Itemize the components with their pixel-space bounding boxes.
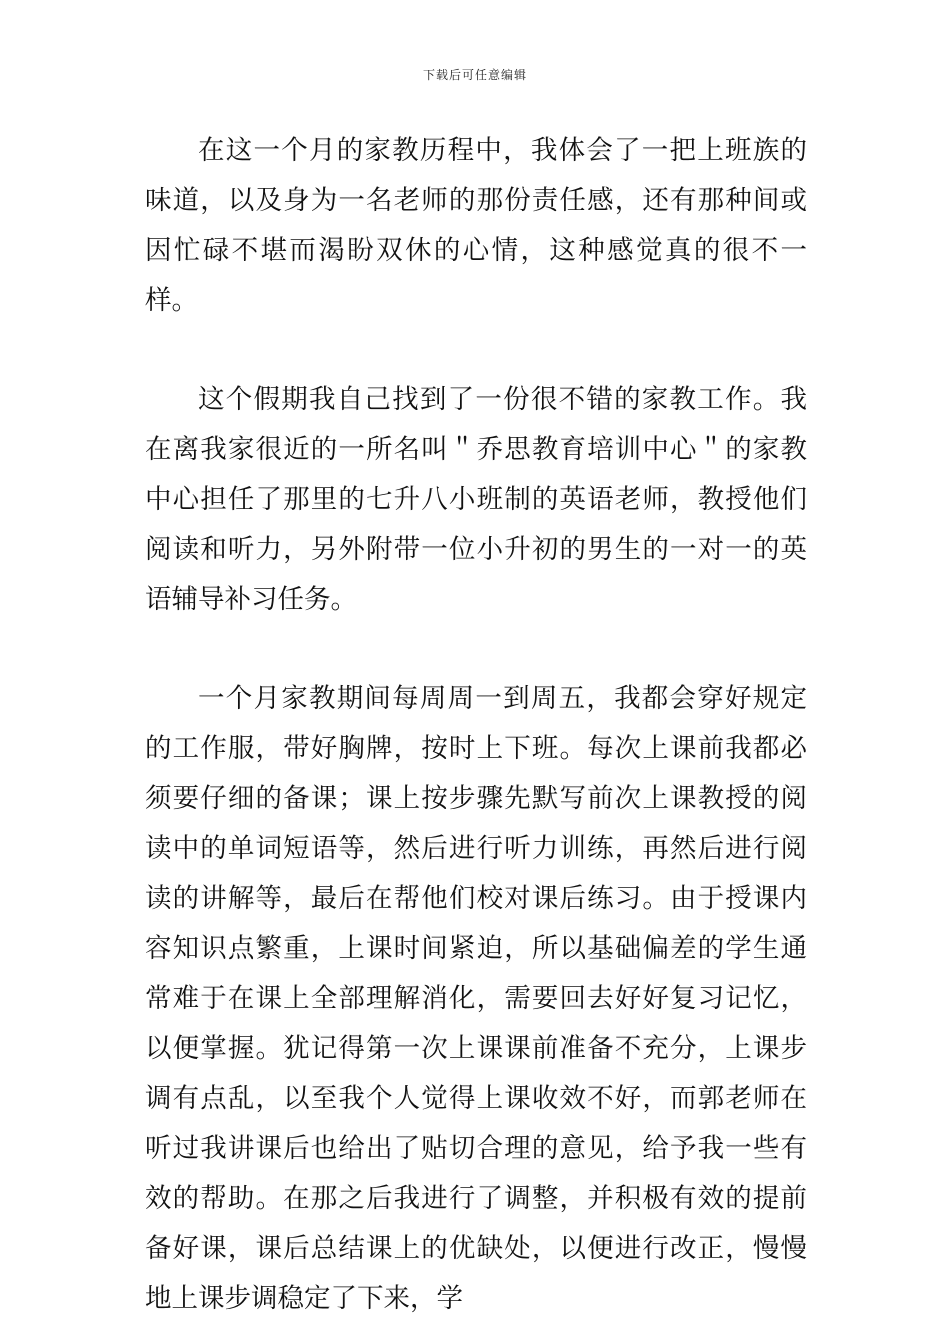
paragraph-1: 在这一个月的家教历程中，我体会了一把上班族的味道，以及身为一名老师的那份责任感，还有那种间或因忙碌不堪而渴盼双休的心情，这种感觉真的很不一样。 (145, 135, 807, 316)
paragraph-3: 一个月家教期间每周周一到周五，我都会穿好规定的工作服，带好胸牌，按时上下班。每次上课前我都必须要仔细的备课；课上按步骤先默写前次上课教授的阅读中的单词短语等，然后进行听力训练，再然后进行阅读的讲解等，最后在帮他们校对课后练习。由于授课内容知识点繁重，上课时间紧迫，所以基础偏差的学生通常难于在课上全部理解消化，需要回去好好复习记忆，以便掌握。犹记得第一次上课课前准备不充分，上课步调有点乱，以至我个人觉得上课收效不好，而郭老师在听过我讲课后也给出了贴切合理的意见，给予我一些有效的帮助。在那之后我进行了调整，并积极有效的提前备好课，课后总结课上的优缺处，以便进行改正，慢慢地上课步调稳定了下来，学 (145, 683, 807, 1314)
document-body (145, 126, 807, 1324)
header-note: 下载后可任意编辑 (422, 68, 527, 82)
paragraph-2: 这个假期我自己找到了一份很不错的家教工作。我在离我家很近的一所名叫＂乔思教育培训中心＂的家教中心担任了那里的七升八小班制的英语老师，教授他们阅读和听力，另外附带一位小升初的男生的一对一的英语辅导补习任务。 (145, 384, 807, 615)
